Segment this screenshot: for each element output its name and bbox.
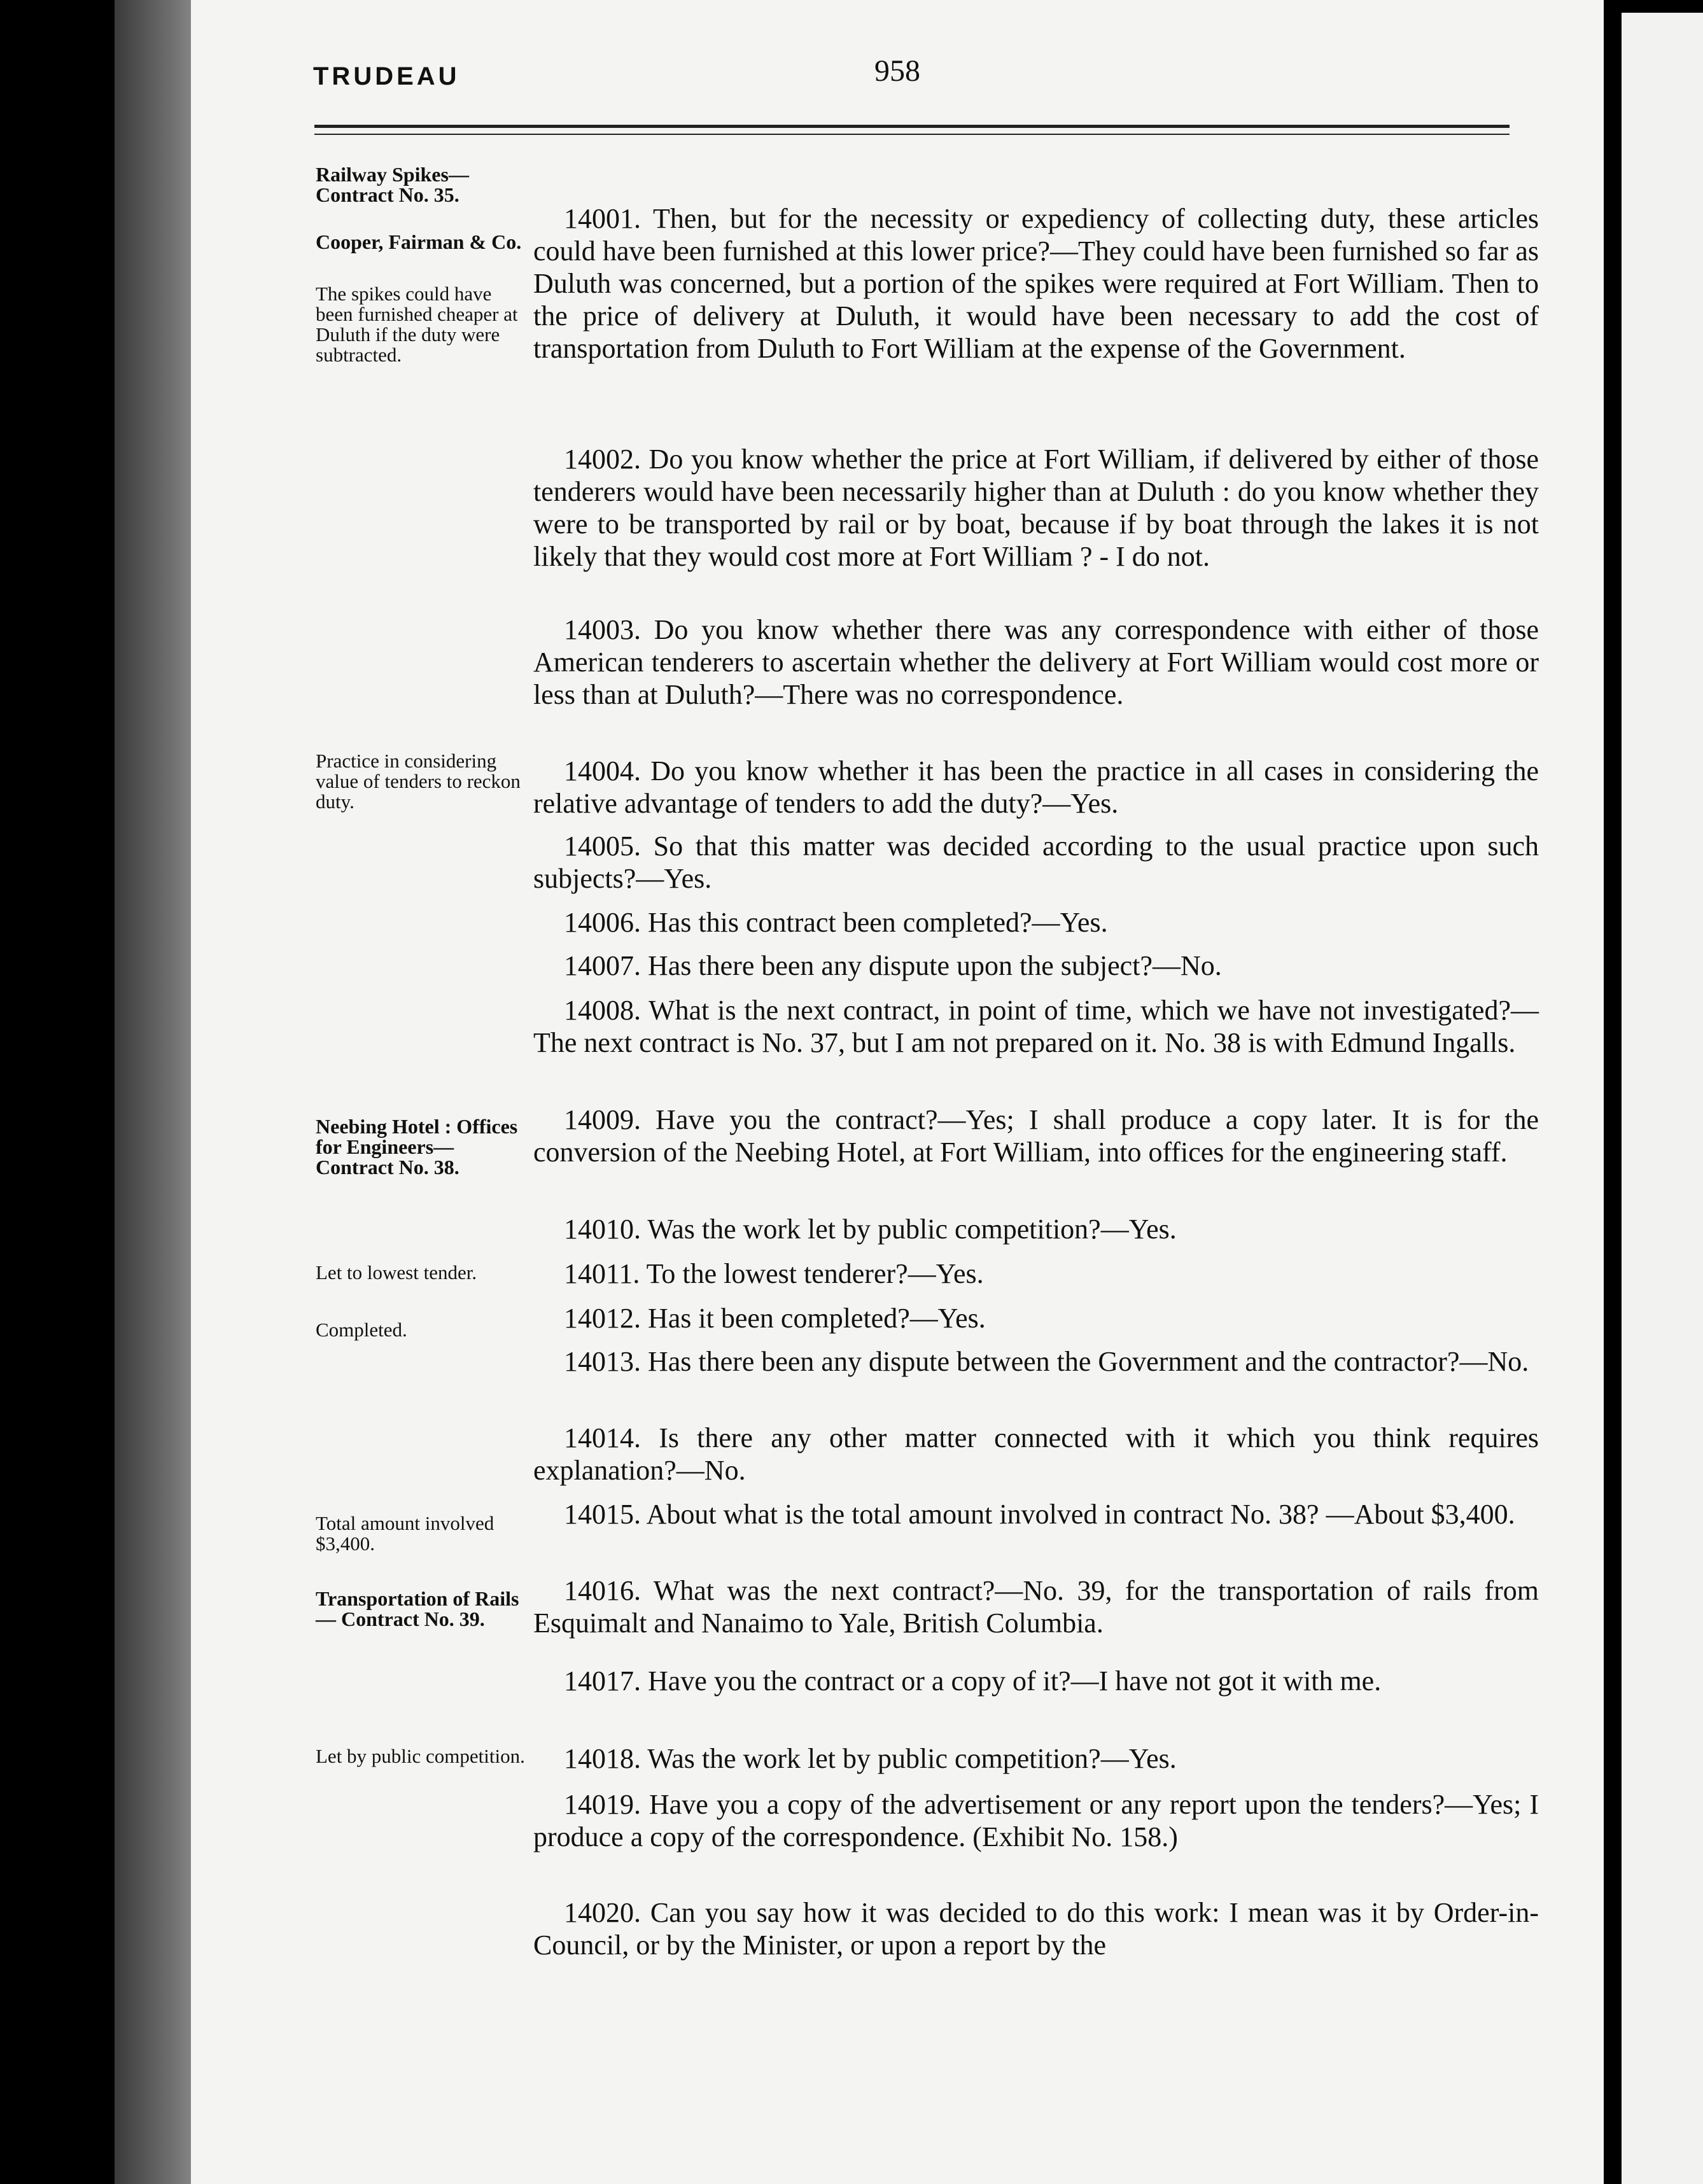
page-number: 958 [874, 54, 920, 88]
margin-note: Let to lowest tender. [316, 1261, 477, 1284]
margin-note: Completed. [316, 1319, 407, 1341]
testimony-paragraph: 14016. What was the next contract?—No. 39, for the transportation of rails from Esquimalt and Nanaimo to Yale, British Columbia. [533, 1575, 1539, 1639]
margin-note: Let by public competition. [316, 1745, 525, 1767]
testimony-paragraph: 14019. Have you a copy of the advertisement or any report upon the tenders?—Yes; I produce a copy of the correspondence. (Exhibit No. 158.) [533, 1789, 1539, 1852]
testimony-paragraph: 14010. Was the work let by public competition?—Yes. [564, 1214, 1177, 1245]
testimony-paragraph: 14005. So that this matter was decided according to the usual practice upon such subjects?—Yes. [533, 830, 1539, 894]
testimony-paragraph: 14003. Do you know whether there was any correspondence with either of those American tenderers to ascertain whether the delivery at Fort William would cost more or less than at Duluth?—There was no correspondence. [533, 614, 1539, 710]
testimony-paragraph: 14001. Then, but for the necessity or expediency of collecting duty, these articles could have been furnished at this lower price?—They could have been furnished so far as Duluth was concerned, but a portion of the spikes were required at Fort William. Then to the price of delivery at Duluth, it would have been necessary to add the cost of transportation from Duluth to Fort William at the expense of the Government. [533, 203, 1539, 364]
testimony-paragraph: 14002. Do you know whether the price at Fort William, if delivered by either of those tenderers would have been necessarily higher than at Duluth : do you know whether they were to be transported by rail or by boat, because if by boat through the lakes it is not likely that they would cost more at Fort William ? - I do not. [533, 444, 1539, 572]
margin-note: Railway Spikes— Contract No. 35. [316, 163, 469, 206]
margin-note: Total amount involved $3,400. [316, 1512, 494, 1555]
testimony-paragraph: 14004. Do you know whether it has been the practice in all cases in considering the relative advantage of tenders to add the duty?—Yes. [533, 755, 1539, 819]
testimony-paragraph: 14009. Have you the contract?—Yes; I shall produce a copy later. It is for the conversion of the Neebing Hotel, at Fort William, into offices for the engineering staff. [533, 1104, 1539, 1168]
margin-note: The spikes could have been furnished cheaper at Duluth if the duty were subtracted. [316, 283, 518, 366]
testimony-paragraph: 14018. Was the work let by public competition?—Yes. [564, 1743, 1177, 1774]
margin-note: Cooper, Fairman & Co. [316, 230, 522, 253]
testimony-paragraph: 14015. About what is the total amount involved in contract No. 38? —About $3,400. [564, 1499, 1515, 1530]
testimony-paragraph: 14017. Have you the contract or a copy of it?—I have not got it with me. [564, 1665, 1382, 1697]
testimony-paragraph: 14013. Has there been any dispute between the Government and the contractor?—No. [564, 1346, 1529, 1377]
scan-left-border [0, 0, 115, 2184]
margin-note: Transportation of Rails— Contract No. 39. [316, 1587, 519, 1630]
testimony-paragraph: 14020. Can you say how it was decided to do this work: I mean was it by Order-in-Council, or by the Minister, or upon a report by the [533, 1897, 1539, 1961]
running-head: TRUDEAU [313, 62, 460, 90]
testimony-paragraph: 14007. Has there been any dispute upon the subject?—No. [564, 950, 1222, 981]
testimony-paragraph: 14008. What is the next contract, in point of time, which we have not investigated?—The next contract is No. 37, but I am not prepared on it. No. 38 is with Edmund Ingalls. [533, 995, 1539, 1058]
testimony-paragraph: 14006. Has this contract been completed?—Yes. [564, 907, 1108, 938]
testimony-paragraph: 14012. Has it been completed?—Yes. [564, 1303, 986, 1334]
testimony-paragraph: 14014. Is there any other matter connected with it which you think requires explanation?—No. [533, 1422, 1539, 1486]
testimony-paragraph: 14011. To the lowest tenderer?—Yes. [564, 1258, 984, 1289]
margin-note: Neebing Hotel : Offices for Engineers— Contract No. 38. [316, 1115, 518, 1179]
margin-note: Practice in considering value of tenders to reckon duty. [316, 750, 521, 813]
facing-page-edge [1622, 13, 1703, 2184]
header-rule [314, 125, 1510, 128]
header-rule-thin [314, 134, 1510, 135]
